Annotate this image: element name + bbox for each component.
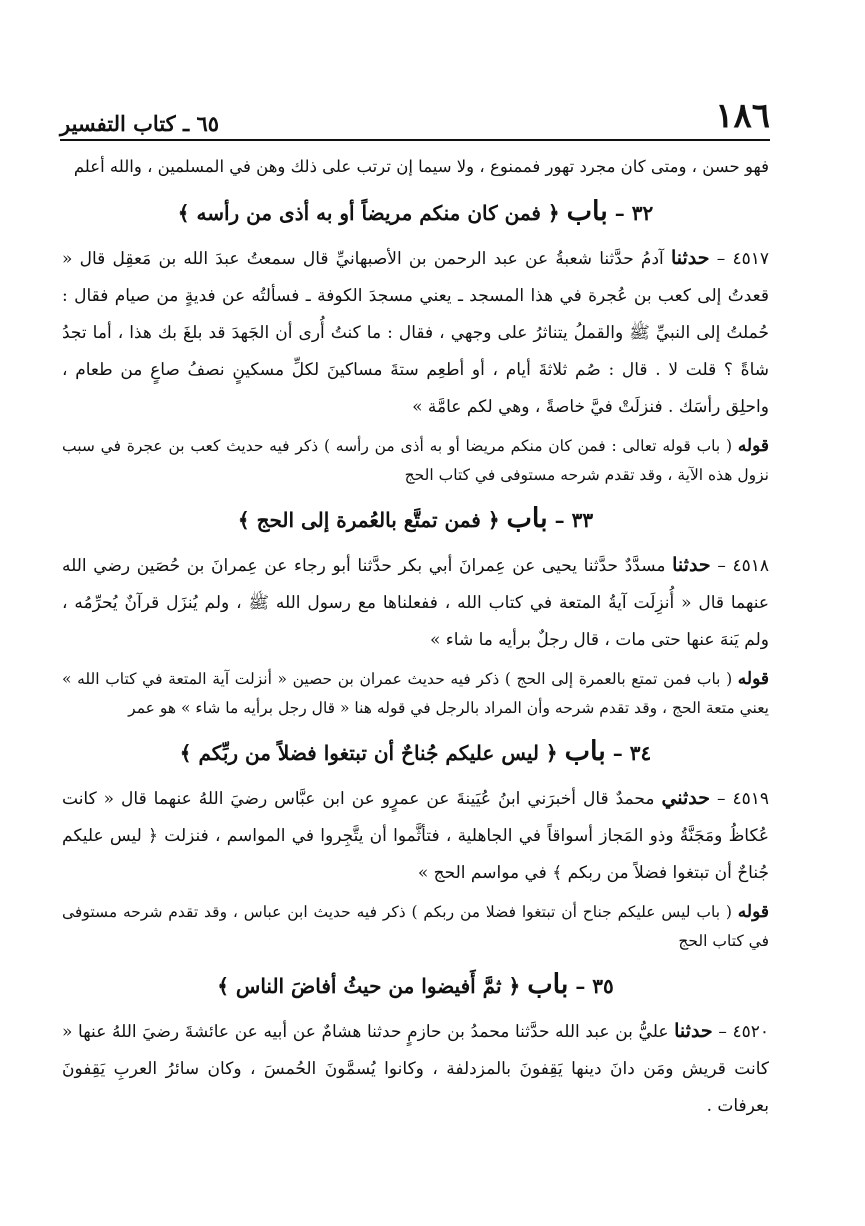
commentary-paragraph — [62, 665, 769, 723]
chapter-heading — [62, 968, 769, 1003]
chapter-title: ﴿ فمن كان منكم مريضاً أو به أذى من رأسه ﴾ — [177, 201, 560, 225]
chapter-heading — [62, 735, 769, 770]
commentary-lead: قوله — [737, 669, 769, 689]
hadith-paragraph — [62, 240, 769, 426]
commentary-text: ( باب ليس عليكم جناح أن تبتغوا فضلا من ربكم ) ذكر فيه حديث ابن عباس ، وقد تقدم شرحه مستوفى في كتاب الحج — [62, 903, 769, 950]
chapter-title: ﴿ ليس عليكم جُناحٌ أن تبتغوا فضلاً من ربِّكم ﴾ — [179, 741, 558, 765]
chapter-heading — [62, 502, 769, 537]
hadith-lead: حدثني — [661, 787, 711, 809]
hadith-lead: حدثنا — [672, 554, 711, 576]
page-body — [62, 150, 769, 1125]
hadith-text: محمدٌ قال أخبرَني ابنُ عُيَينةَ عن عمرٍو عن ابن عبَّاس رضيَ اللهُ عنهما قال « كانت عُكاظُ ومَجَنَّةُ وذو المَجاز أسواقاً في الجاهلية ، فتأثَّموا أن يتَّجِروا في المواسم ، فنزلت ﴿ ليس عليكم جُناحٌ أن تبتغوا فضلاً من ربكم ﴾ في مواسم الحج » — [62, 789, 769, 883]
hadith-paragraph — [62, 547, 769, 659]
chapter-word: باب — [566, 196, 608, 227]
hadith-paragraph — [62, 1013, 769, 1125]
hadith-text: مسدَّدٌ حدَّثنا يحيى عن عِمرانَ أبي بكر حدَّثنا أبو رجاء عن عِمرانَ بن حُصَين رضي الله عنهما قال « أُنزِلَت آيةُ المتعة في كتاب الله ، ففعلناها مع رسول الله ﷺ ، ولم يُنزَل قرآنٌ يُحرِّمُه ، ولم يَنهَ عنها حتى مات ، قال رجلٌ برأيه ما شاء » — [62, 556, 769, 650]
page-header — [60, 92, 770, 136]
chapter-number: ٣٣ – — [554, 508, 594, 532]
chapter-number: ٣٢ – — [614, 201, 654, 225]
chapter-word: باب — [564, 736, 606, 767]
commentary-text: ( باب قوله تعالى : فمن كان منكم مريضا أو به أذى من رأسه ) ذكر فيه حديث كعب بن عجرة في سبب نزول هذه الآية ، وقد تقدم شرحه مستوفى في كتاب الحج — [62, 437, 769, 484]
hadith-lead: حدثنا — [670, 247, 710, 269]
chapter-heading — [62, 195, 769, 230]
hadith-number: ٤٥١٩ – — [717, 789, 770, 809]
commentary-lead: قوله — [737, 436, 770, 456]
chapter-number: ٣٥ – — [575, 974, 614, 998]
continuation-paragraph: فهو حسن ، ومتى كان مجرد تهور فممنوع ، ولا سيما إن ترتب على ذلك وهن في المسلمين ، والله أعلم — [73, 157, 769, 176]
hadith-number: ٤٥٢٠ – — [718, 1022, 770, 1042]
hadith-lead: حدثنا — [674, 1020, 713, 1042]
page-number: ١٨٦ — [715, 96, 770, 136]
hadith-text: آدمُ حدَّثنا شعبةُ عن عبد الرحمن بن الأصبهانيِّ قال سمعتُ عبدَ الله بن مَعقِل قال « قعدتُ إلى كعب بن عُجرة في هذا المسجد ـ يعني مسجدَ الكوفة ـ فسألتُه عن فديةٍ من صيام فقال : حُملتُ إلى النبيِّ ﷺ والقملُ يتناثرُ على وجهي ، فقال : ما كنتُ أُرى أن الجَهدَ قد بلغَ بك هذا ، أما تجدُ شاةً ؟ قلت لا . قال : صُم ثلاثةَ أيام ، أو أطعِم ستةَ مساكينَ لكلِّ مسكينٍ نصفُ صاعٍ من طعام ، واحلِق رأسَك . فنزلَتْ فيَّ خاصةً ، وهي لكم عامَّة » — [62, 249, 769, 417]
commentary-paragraph — [62, 898, 769, 956]
chapter-title: ﴿ فمن تمتَّع بالعُمرة إلى الحج ﴾ — [237, 508, 500, 532]
header-rule — [60, 139, 770, 141]
hadith-text: عليُّ بن عبد الله حدَّثنا محمدُ بن حازمٍ حدثنا هشامٌ عن أبيه عن عائشةَ رضيَ اللهُ عنها « كانت قريش ومَن دانَ دينها يَقِفونَ بالمزدلفة ، وكانوا يُسمَّونَ الحُمسَ ، وكان سائرُ العربِ يَقِفونَ بعرفات . — [62, 1022, 769, 1116]
hadith-paragraph — [62, 780, 769, 892]
chapter-title: ﴿ ثمَّ أَفيضوا من حيثُ أفاضَ الناس ﴾ — [217, 974, 521, 998]
hadith-number: ٤٥١٨ – — [717, 556, 770, 576]
chapter-word: باب — [506, 503, 548, 534]
commentary-text: ( باب فمن تمتع بالعمرة إلى الحج ) ذكر فيه حديث عمران بن حصين « أنزلت آية المتعة في كتاب الله » يعني متعة الحج ، وقد تقدم شرحه وأن المراد بالرجل في قوله هنا « قال رجل برأيه ما شاء » هو عمر — [62, 670, 769, 717]
hadith-number: ٤٥١٧ – — [716, 249, 770, 269]
chapter-word: باب — [527, 969, 569, 1000]
commentary-lead: قوله — [737, 902, 769, 922]
running-title: ٦٥ ـ كتاب التفسير — [60, 111, 220, 136]
chapter-number: ٣٤ – — [612, 741, 652, 765]
commentary-paragraph — [62, 432, 769, 490]
